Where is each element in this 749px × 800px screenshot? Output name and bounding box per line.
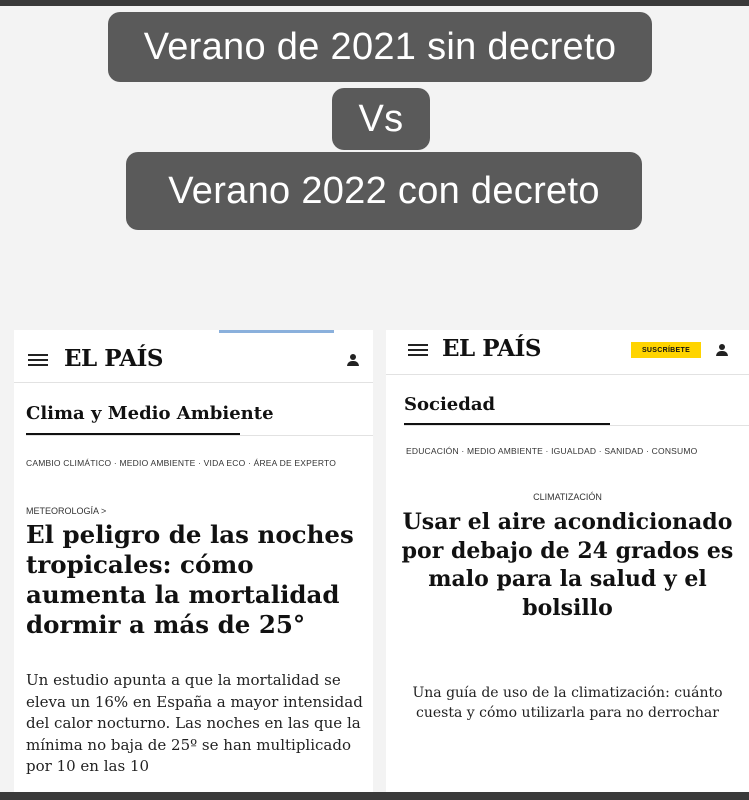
menu-icon[interactable] bbox=[28, 354, 48, 366]
menu-icon[interactable] bbox=[408, 344, 428, 356]
section-subnav[interactable]: EDUCACIÓN · MEDIO AMBIENTE · IGUALDAD · SANIDAD · CONSUMO bbox=[406, 446, 698, 456]
article-headline[interactable]: El peligro de las noches tropicales: cómo aumenta la mortalidad dormir a más de 25° bbox=[26, 520, 354, 639]
section-divider bbox=[404, 425, 749, 426]
section-divider bbox=[26, 435, 373, 436]
article-headline[interactable]: Usar el aire acondicionado por debajo de 24 grados es malo para la salud y el bolsillo bbox=[401, 509, 734, 621]
top-border bbox=[0, 0, 749, 6]
section-subnav[interactable]: CAMBIO CLIMÁTICO · MEDIO AMBIENTE · VIDA ECO · ÁREA DE EXPERTO bbox=[26, 458, 337, 468]
el-pais-logo[interactable]: EL PAÍS bbox=[64, 345, 164, 372]
section-title[interactable]: Sociedad bbox=[404, 394, 496, 415]
left-article-screenshot bbox=[14, 330, 373, 792]
article-kicker[interactable]: CLIMATIZACIÓN bbox=[533, 492, 602, 502]
header-divider bbox=[14, 382, 373, 383]
user-icon[interactable] bbox=[716, 344, 728, 356]
bottom-border bbox=[0, 792, 749, 800]
el-pais-logo[interactable]: EL PAÍS bbox=[442, 335, 542, 362]
header-divider bbox=[386, 374, 749, 375]
caption-vs: Vs bbox=[332, 88, 430, 150]
user-icon[interactable] bbox=[347, 354, 359, 366]
caption-line-2: Verano 2022 con decreto bbox=[126, 152, 642, 230]
article-lede: Una guía de uso de la climatización: cuánto cuesta y cómo utilizarla para no derrochar bbox=[412, 685, 723, 721]
subscribe-button[interactable]: SUSCRÍBETE bbox=[631, 342, 701, 358]
caption-line-1: Verano de 2021 sin decreto bbox=[108, 12, 652, 82]
accent-line bbox=[219, 330, 334, 333]
right-article-screenshot bbox=[386, 330, 749, 792]
section-title[interactable]: Clima y Medio Ambiente bbox=[26, 403, 274, 424]
article-kicker[interactable]: METEOROLOGÍA > bbox=[26, 506, 107, 516]
article-lede: Un estudio apunta a que la mortalidad se eleva un 16% en España a mayor intensidad del calor nocturno. Las noches en las que la mínima no baja de 25º se han multiplicado por 10 en las 10 bbox=[26, 671, 363, 775]
